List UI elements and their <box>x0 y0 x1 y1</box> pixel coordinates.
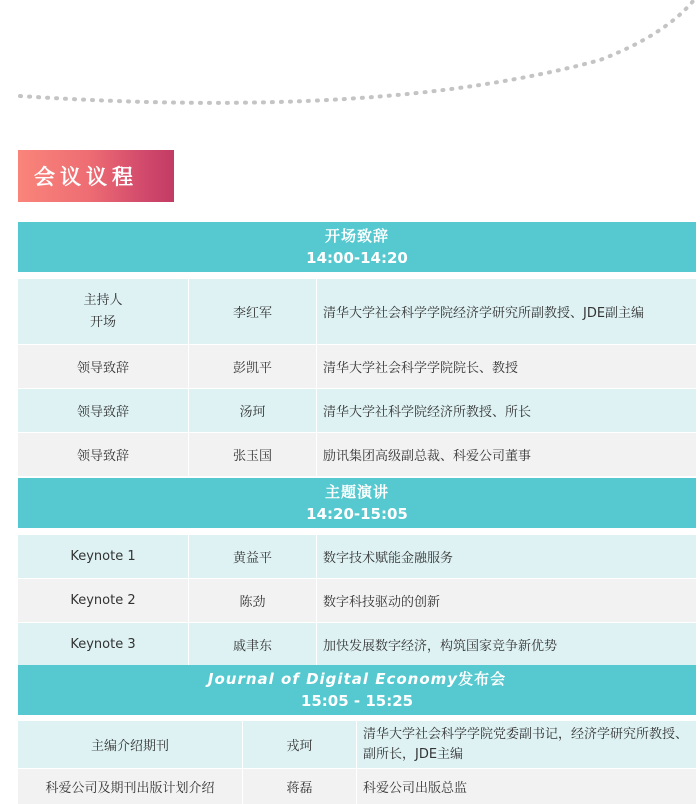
role-cell: 领导致辞 <box>76 449 129 464</box>
desc-line: 副所长，JDE主编 <box>363 746 464 762</box>
section-title: 主题演讲 <box>324 483 389 501</box>
role-cell: 领导致辞 <box>76 361 129 376</box>
agenda-title-badge <box>18 150 174 202</box>
speaker-name: 戎珂 <box>242 721 356 768</box>
speaker-name: 蒋磊 <box>242 769 356 804</box>
table-row <box>18 345 696 388</box>
journal-name: Journal of Digital Economy <box>207 670 459 688</box>
role-text: 开场 <box>89 314 116 330</box>
role-cell: Keynote 1 <box>70 549 136 564</box>
dotted-arc-decoration <box>0 0 700 120</box>
speaker-desc: 清华大学社会科学学院院长、教授 <box>316 345 696 388</box>
section-header-keynote <box>18 478 696 528</box>
table-row <box>18 769 696 804</box>
table-row <box>18 721 696 768</box>
role-cell: 领导致辞 <box>76 405 129 420</box>
role-cell <box>18 279 188 344</box>
table-row <box>18 623 696 666</box>
role-text: 主持人 <box>83 292 123 308</box>
section-header-opening <box>18 222 696 272</box>
section-title <box>18 668 696 690</box>
speaker-desc: 励讯集团高级副总裁、科爱公司董事 <box>316 433 696 476</box>
speaker-name: 汤珂 <box>188 389 316 432</box>
section-time: 15:05 - 15:25 <box>300 692 414 710</box>
role-cell: Keynote 3 <box>70 637 136 652</box>
speaker-desc: 清华大学社科学院经济所教授、所长 <box>316 389 696 432</box>
role-cell: Keynote 2 <box>70 593 136 608</box>
table-row <box>18 279 696 344</box>
section-title: 开场致辞 <box>324 227 389 245</box>
speaker-name: 戚聿东 <box>188 623 316 666</box>
speaker-name: 陈劲 <box>188 579 316 622</box>
speaker-desc: 科爱公司出版总监 <box>356 769 696 804</box>
speaker-desc: 清华大学社会科学学院经济学研究所副教授、JDE副主编 <box>316 279 696 344</box>
speaker-desc <box>356 721 696 768</box>
section-header-launch <box>18 665 696 715</box>
speaker-desc: 数字科技驱动的创新 <box>316 579 696 622</box>
speaker-name: 李红军 <box>188 279 316 344</box>
section-time: 14:20-15:05 <box>306 505 408 523</box>
role-cell: 主编介绍期刊 <box>90 739 169 754</box>
speaker-name: 彭凯平 <box>188 345 316 388</box>
section-time: 14:00-14:20 <box>306 249 408 267</box>
speaker-name: 张玉国 <box>188 433 316 476</box>
table-row <box>18 389 696 432</box>
table-row <box>18 433 696 476</box>
section-title-suffix: 发布会 <box>458 670 507 688</box>
table-row <box>18 579 696 622</box>
speaker-desc: 加快发展数字经济，构筑国家竞争新优势 <box>316 623 696 666</box>
role-cell: 科爱公司及期刊出版计划介绍 <box>45 781 215 796</box>
desc-line: 清华大学社会科学学院党委副书记，经济学研究所教授、 <box>363 726 689 742</box>
speaker-name: 黄益平 <box>188 535 316 578</box>
speaker-desc: 数字技术赋能金融服务 <box>316 535 696 578</box>
table-row <box>18 535 696 578</box>
agenda-title: 会议议程 <box>34 165 138 189</box>
